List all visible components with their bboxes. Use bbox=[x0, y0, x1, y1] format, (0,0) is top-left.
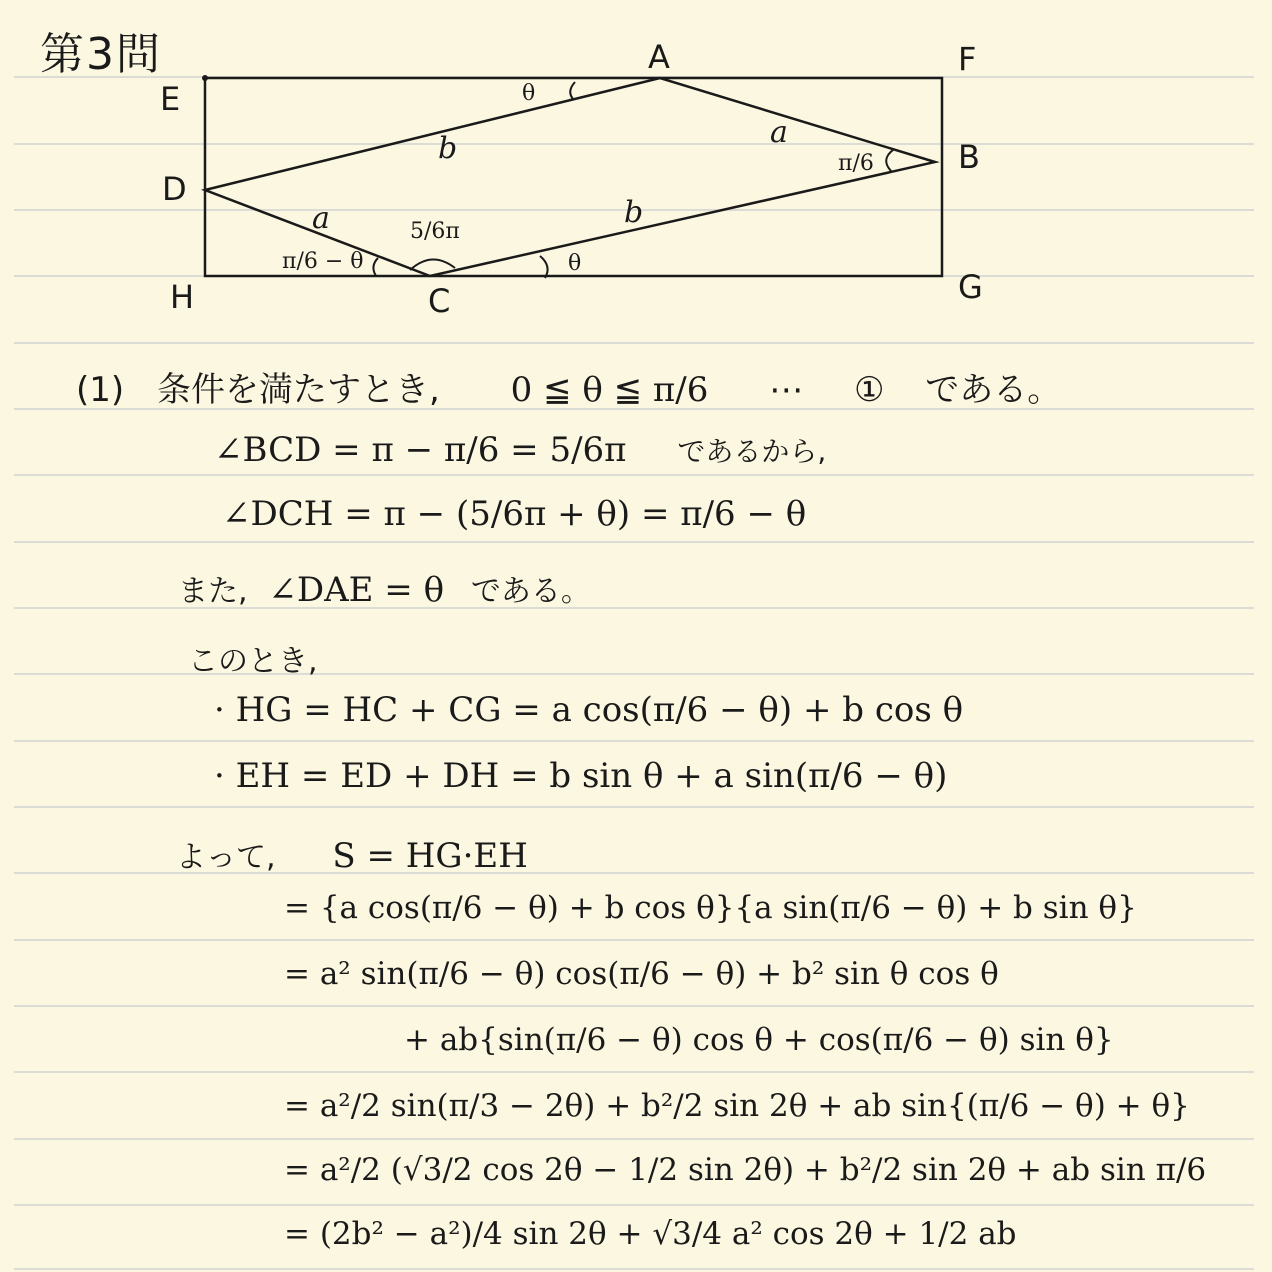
part-label: (1) bbox=[76, 370, 125, 410]
label-H: H bbox=[170, 278, 195, 316]
rectangle-EFGH bbox=[205, 78, 942, 276]
label-B: B bbox=[958, 138, 980, 176]
label-D: D bbox=[162, 170, 187, 208]
condition-end: である。 bbox=[925, 370, 1062, 410]
angle-arc-C-left bbox=[373, 258, 378, 276]
line-S-expand-6: = (2b² − a²)/4 sin 2θ + √3/4 a² cos 2θ + 1/2 ab bbox=[284, 1216, 1017, 1252]
line-angle-BCD bbox=[214, 430, 826, 470]
side-label-DC: a bbox=[312, 201, 330, 236]
line-S-definition bbox=[176, 832, 528, 876]
condition-text: 条件を満たすとき, bbox=[156, 370, 440, 410]
angle-arc-B bbox=[886, 150, 893, 172]
label-F: F bbox=[958, 40, 977, 78]
angle-label-C-top: 5/6π bbox=[410, 219, 460, 244]
parallelogram-ABCD bbox=[205, 78, 935, 276]
label-G: G bbox=[958, 268, 983, 306]
line-S-expand-4: = a²/2 sin(π/3 − 2θ) + b²/2 sin 2θ + ab sin{(π/6 − θ) + θ} bbox=[284, 1088, 1190, 1124]
corner-dot bbox=[202, 75, 208, 81]
angle-DAE-eq: ∠DAE = θ bbox=[268, 570, 445, 610]
side-label-CB: b bbox=[624, 195, 644, 230]
geometry-figure bbox=[0, 0, 1272, 330]
line-S-expand-5: = a²/2 (√3/2 cos 2θ − 1/2 sin 2θ) + b²/2 sin 2θ + ab sin π/6 bbox=[284, 1152, 1207, 1188]
angle-arc-A bbox=[570, 82, 575, 100]
also-prefix: また, bbox=[178, 574, 248, 609]
angle-BCD-eq: ∠BCD = π − π/6 = 5/6π bbox=[214, 430, 627, 470]
label-A: A bbox=[648, 38, 670, 76]
line-S-expand-2: = a² sin(π/6 − θ) cos(π/6 − θ) + b² sin θ cos θ bbox=[284, 956, 999, 992]
angle-DAE-suffix: である。 bbox=[470, 574, 591, 609]
side-label-AB: a bbox=[770, 115, 788, 150]
theta-range: 0 ≦ θ ≦ π/6 bbox=[510, 370, 709, 410]
line-condition bbox=[76, 362, 1061, 411]
angle-label-B: π/6 bbox=[838, 151, 874, 176]
problem-title: 第3問 bbox=[40, 29, 162, 80]
side-label-DA: b bbox=[438, 131, 458, 166]
equation-number: ① bbox=[853, 370, 885, 410]
therefore-prefix: よって, bbox=[176, 840, 276, 875]
line-HG: · HG = HC + CG = a cos(π/6 − θ) + b cos θ bbox=[214, 690, 964, 730]
label-E: E bbox=[160, 80, 181, 118]
line-EH: · EH = ED + DH = b sin θ + a sin(π/6 − θ) bbox=[214, 756, 948, 796]
angle-arc-C-right bbox=[540, 256, 548, 278]
angle-arc-C-top bbox=[410, 259, 455, 270]
ellipsis: ⋯ bbox=[769, 370, 804, 410]
angle-BCD-suffix: であるから, bbox=[677, 435, 827, 468]
S-eq: S = HG·EH bbox=[332, 836, 528, 876]
line-angle-DAE bbox=[178, 566, 591, 610]
line-angle-DCH: ∠DCH = π − (5/6π + θ) = π/6 − θ bbox=[222, 494, 807, 534]
angle-label-C-left: π/6 − θ bbox=[282, 249, 364, 274]
angle-label-A: θ bbox=[522, 81, 536, 106]
line-S-expand-1: = {a cos(π/6 − θ) + b cos θ}{a sin(π/6 − θ) + b sin θ} bbox=[284, 890, 1137, 926]
label-C: C bbox=[428, 282, 451, 320]
line-S-expand-3: + ab{sin(π/6 − θ) cos θ + cos(π/6 − θ) sin θ} bbox=[404, 1022, 1114, 1058]
angle-label-C-right: θ bbox=[568, 251, 582, 276]
line-then: このとき, bbox=[188, 644, 318, 679]
